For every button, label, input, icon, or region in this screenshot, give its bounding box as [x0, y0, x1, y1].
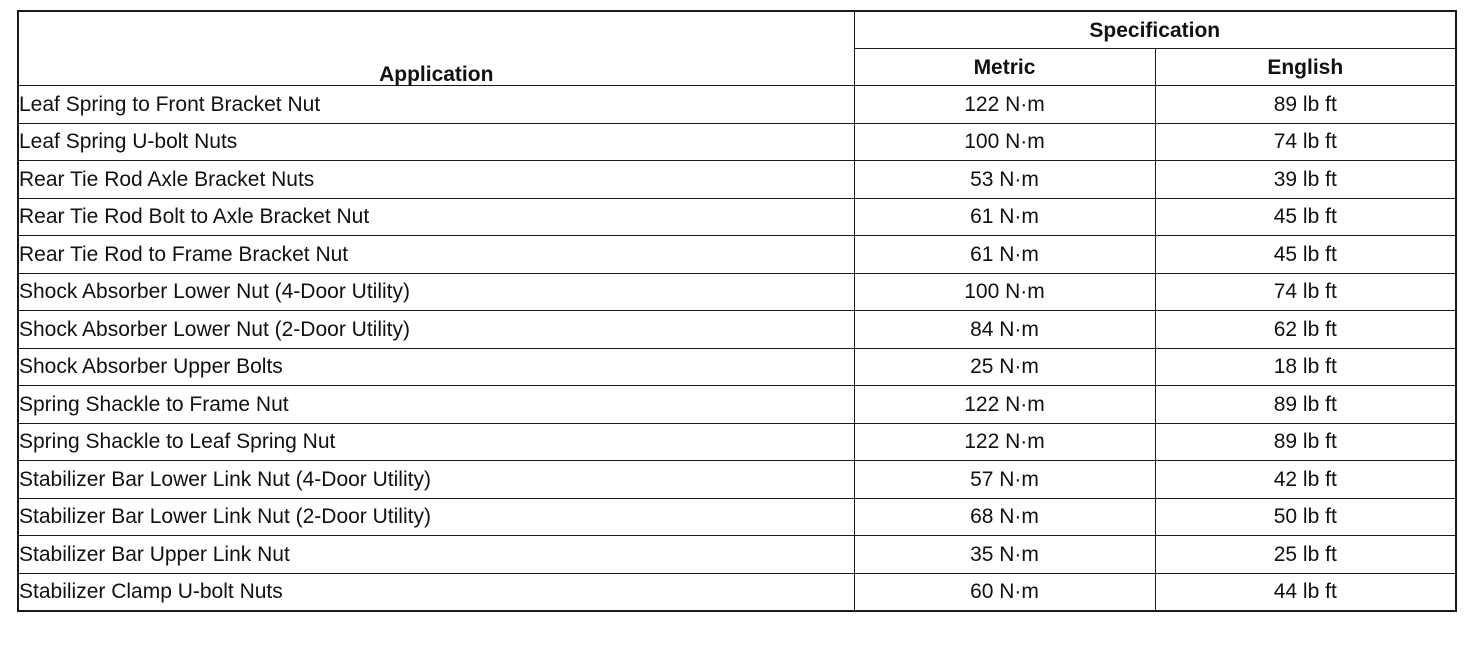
table-row [18, 423, 1456, 461]
application-cell: Spring Shackle to Frame Nut [18, 386, 854, 424]
english-cell: 42 lb ft [1155, 461, 1456, 499]
application-cell: Rear Tie Rod Axle Bracket Nuts [18, 161, 854, 199]
application-header: Application [18, 11, 854, 86]
application-cell: Shock Absorber Lower Nut (4-Door Utility) [18, 273, 854, 311]
english-cell: 89 lb ft [1155, 86, 1456, 124]
metric-cell: 84 N·m [854, 311, 1155, 349]
metric-header: Metric [854, 49, 1155, 86]
english-cell: 18 lb ft [1155, 348, 1456, 386]
application-cell: Spring Shackle to Leaf Spring Nut [18, 423, 854, 461]
metric-cell: 57 N·m [854, 461, 1155, 499]
english-cell: 89 lb ft [1155, 386, 1456, 424]
english-cell: 74 lb ft [1155, 273, 1456, 311]
metric-cell: 122 N·m [854, 386, 1155, 424]
table-row [18, 161, 1456, 199]
application-cell: Shock Absorber Lower Nut (2-Door Utility) [18, 311, 854, 349]
english-cell: 45 lb ft [1155, 198, 1456, 236]
metric-cell: 122 N·m [854, 86, 1155, 124]
table-row [18, 236, 1456, 274]
table-row [18, 348, 1456, 386]
specification-header: Specification [854, 11, 1456, 49]
table-row [18, 123, 1456, 161]
table-row [18, 461, 1456, 499]
metric-cell: 61 N·m [854, 236, 1155, 274]
english-cell: 89 lb ft [1155, 423, 1456, 461]
metric-cell: 25 N·m [854, 348, 1155, 386]
english-cell: 62 lb ft [1155, 311, 1456, 349]
metric-cell: 122 N·m [854, 423, 1155, 461]
english-cell: 25 lb ft [1155, 536, 1456, 574]
english-cell: 74 lb ft [1155, 123, 1456, 161]
table-row [18, 386, 1456, 424]
application-cell: Rear Tie Rod to Frame Bracket Nut [18, 236, 854, 274]
application-cell: Stabilizer Bar Upper Link Nut [18, 536, 854, 574]
torque-spec-table [17, 10, 1457, 612]
metric-cell: 68 N·m [854, 498, 1155, 536]
english-cell: 39 lb ft [1155, 161, 1456, 199]
metric-cell: 53 N·m [854, 161, 1155, 199]
application-cell: Stabilizer Clamp U-bolt Nuts [18, 573, 854, 611]
table-row [18, 273, 1456, 311]
metric-cell: 61 N·m [854, 198, 1155, 236]
application-cell: Rear Tie Rod Bolt to Axle Bracket Nut [18, 198, 854, 236]
table-row [18, 573, 1456, 611]
english-header: English [1155, 49, 1456, 86]
metric-cell: 60 N·m [854, 573, 1155, 611]
english-cell: 50 lb ft [1155, 498, 1456, 536]
table-row [18, 86, 1456, 124]
application-cell: Leaf Spring to Front Bracket Nut [18, 86, 854, 124]
table-row [18, 311, 1456, 349]
table-row [18, 498, 1456, 536]
application-cell: Shock Absorber Upper Bolts [18, 348, 854, 386]
metric-cell: 35 N·m [854, 536, 1155, 574]
metric-cell: 100 N·m [854, 273, 1155, 311]
application-cell: Stabilizer Bar Lower Link Nut (2-Door Utility) [18, 498, 854, 536]
metric-cell: 100 N·m [854, 123, 1155, 161]
english-cell: 44 lb ft [1155, 573, 1456, 611]
table-row [18, 536, 1456, 574]
table-body [18, 86, 1456, 612]
table-row [18, 198, 1456, 236]
english-cell: 45 lb ft [1155, 236, 1456, 274]
application-cell: Stabilizer Bar Lower Link Nut (4-Door Utility) [18, 461, 854, 499]
application-cell: Leaf Spring U-bolt Nuts [18, 123, 854, 161]
header-row-top [18, 11, 1456, 49]
